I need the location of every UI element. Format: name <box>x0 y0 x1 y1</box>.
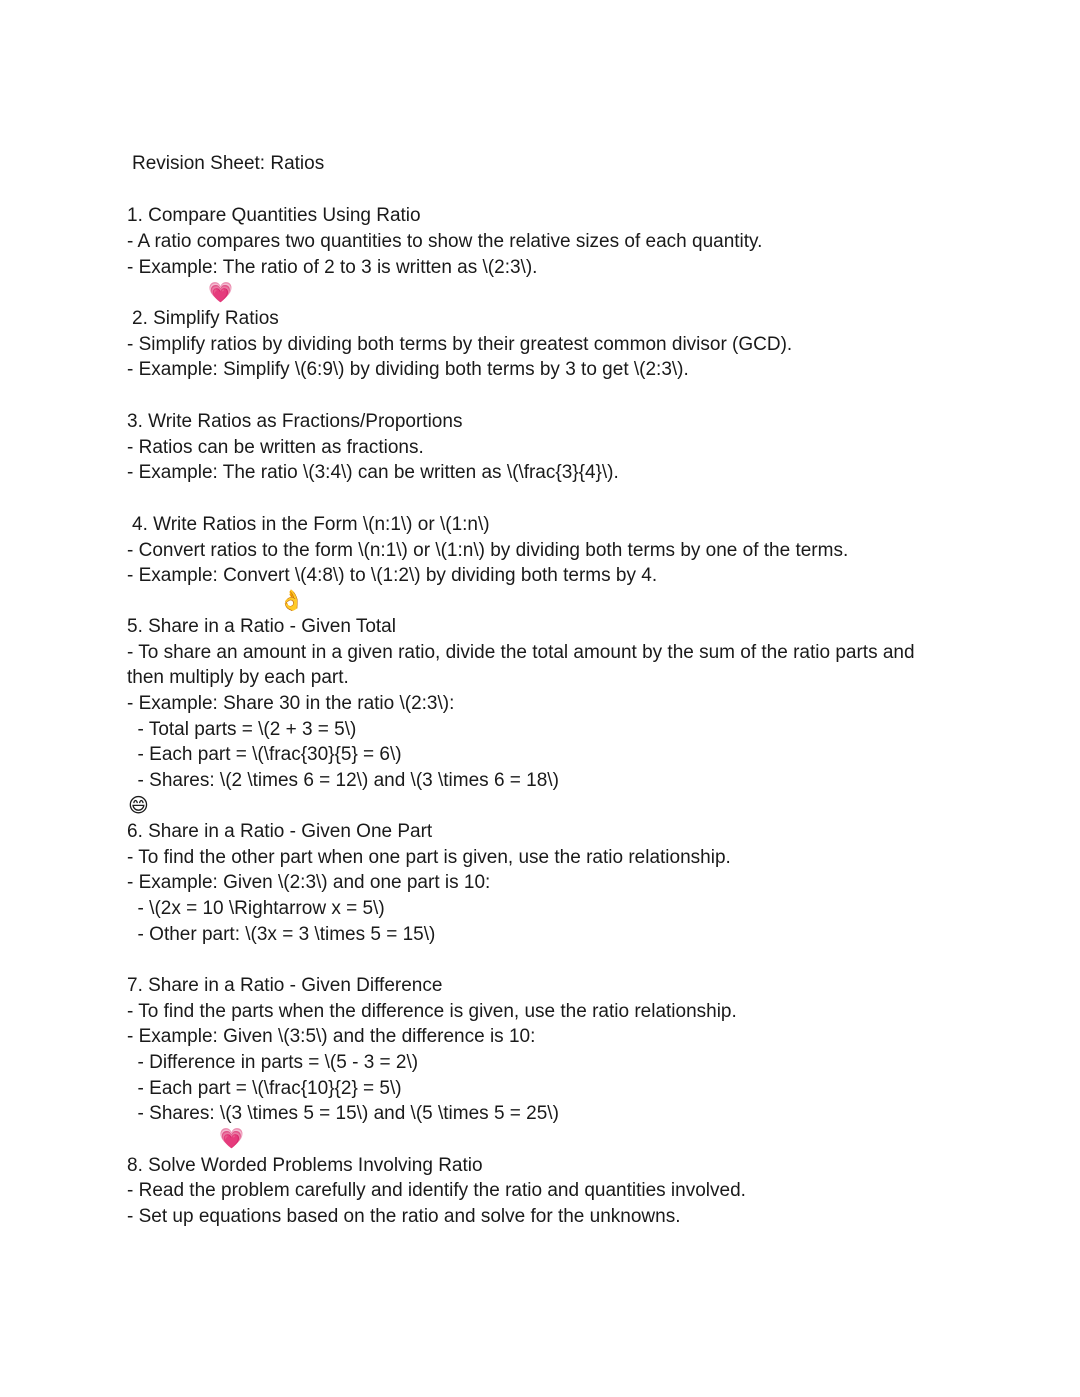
section-7-line-3: - Difference in parts = \(5 - 3 = 2\) <box>127 1052 419 1073</box>
section-4-line-2: - Example: Convert \(4:8\) to \(1:2\) by dividing both terms by 4. <box>127 565 658 586</box>
section-5-line-2: then multiply by each part. <box>127 667 349 688</box>
section-7-heading: 7. Share in a Ratio - Given Difference <box>127 975 443 996</box>
section-6-line-3: - \(2x = 10 \Rightarrow x = 5\) <box>127 898 385 919</box>
section-3-line-1: - Ratios can be written as fractions. <box>127 437 424 458</box>
heart-emoji-icon: 💗 <box>208 280 233 304</box>
section-7-line-4: - Each part = \(\frac{10}{2} = 5\) <box>127 1078 402 1099</box>
section-3-heading: 3. Write Ratios as Fractions/Proportions <box>127 411 463 432</box>
section-2-line-2: - Example: Simplify \(6:9\) by dividing both terms by 3 to get \(2:3\). <box>127 359 689 380</box>
section-4-heading: 4. Write Ratios in the Form \(n:1\) or \(1:n\) <box>132 514 490 535</box>
section-7-line-5: - Shares: \(3 \times 5 = 15\) and \(5 \times 5 = 25\) <box>127 1103 559 1124</box>
section-5-line-1: - To share an amount in a given ratio, divide the total amount by the sum of the ratio parts and <box>127 642 915 663</box>
heart-emoji-icon-2: 💗 <box>219 1126 244 1150</box>
section-7-line-1: - To find the parts when the difference is given, use the ratio relationship. <box>127 1001 737 1022</box>
section-5-line-4: - Total parts = \(2 + 3 = 5\) <box>127 719 357 740</box>
section-5-line-6: - Shares: \(2 \times 6 = 12\) and \(3 \times 6 = 18\) <box>127 770 559 791</box>
section-3-line-2: - Example: The ratio \(3:4\) can be written as \(\frac{3}{4}\). <box>127 462 619 483</box>
section-8-line-1: - Read the problem carefully and identify the ratio and quantities involved. <box>127 1180 746 1201</box>
section-8-heading: 8. Solve Worded Problems Involving Ratio <box>127 1155 483 1176</box>
section-6-line-1: - To find the other part when one part is given, use the ratio relationship. <box>127 847 731 868</box>
page-title: Revision Sheet: Ratios <box>132 153 325 174</box>
section-5-line-3: - Example: Share 30 in the ratio \(2:3\): <box>127 693 455 714</box>
section-6-line-2: - Example: Given \(2:3\) and one part is 10: <box>127 872 491 893</box>
section-2-line-1: - Simplify ratios by dividing both terms by their greatest common divisor (GCD). <box>127 334 793 355</box>
section-4-line-1: - Convert ratios to the form \(n:1\) or \(1:n\) by dividing both terms by one of the terms. <box>127 540 849 561</box>
section-1-heading: 1. Compare Quantities Using Ratio <box>127 205 421 226</box>
section-7-line-2: - Example: Given \(3:5\) and the difference is 10: <box>127 1026 536 1047</box>
section-8-line-2: - Set up equations based on the ratio and solve for the unknowns. <box>127 1206 681 1227</box>
smile-emoji-icon: 😄 <box>128 793 149 817</box>
section-5-line-5: - Each part = \(\frac{30}{5} = 6\) <box>127 744 402 765</box>
section-2-heading: 2. Simplify Ratios <box>132 308 279 329</box>
section-6-heading: 6. Share in a Ratio - Given One Part <box>127 821 433 842</box>
section-6-line-4: - Other part: \(3x = 3 \times 5 = 15\) <box>127 924 436 945</box>
section-1-line-2: - Example: The ratio of 2 to 3 is written as \(2:3\). <box>127 257 538 278</box>
section-1-line-1: - A ratio compares two quantities to show the relative sizes of each quantity. <box>127 231 763 252</box>
ok-hand-emoji-icon: 👌 <box>279 588 304 612</box>
section-5-heading: 5. Share in a Ratio - Given Total <box>127 616 396 637</box>
